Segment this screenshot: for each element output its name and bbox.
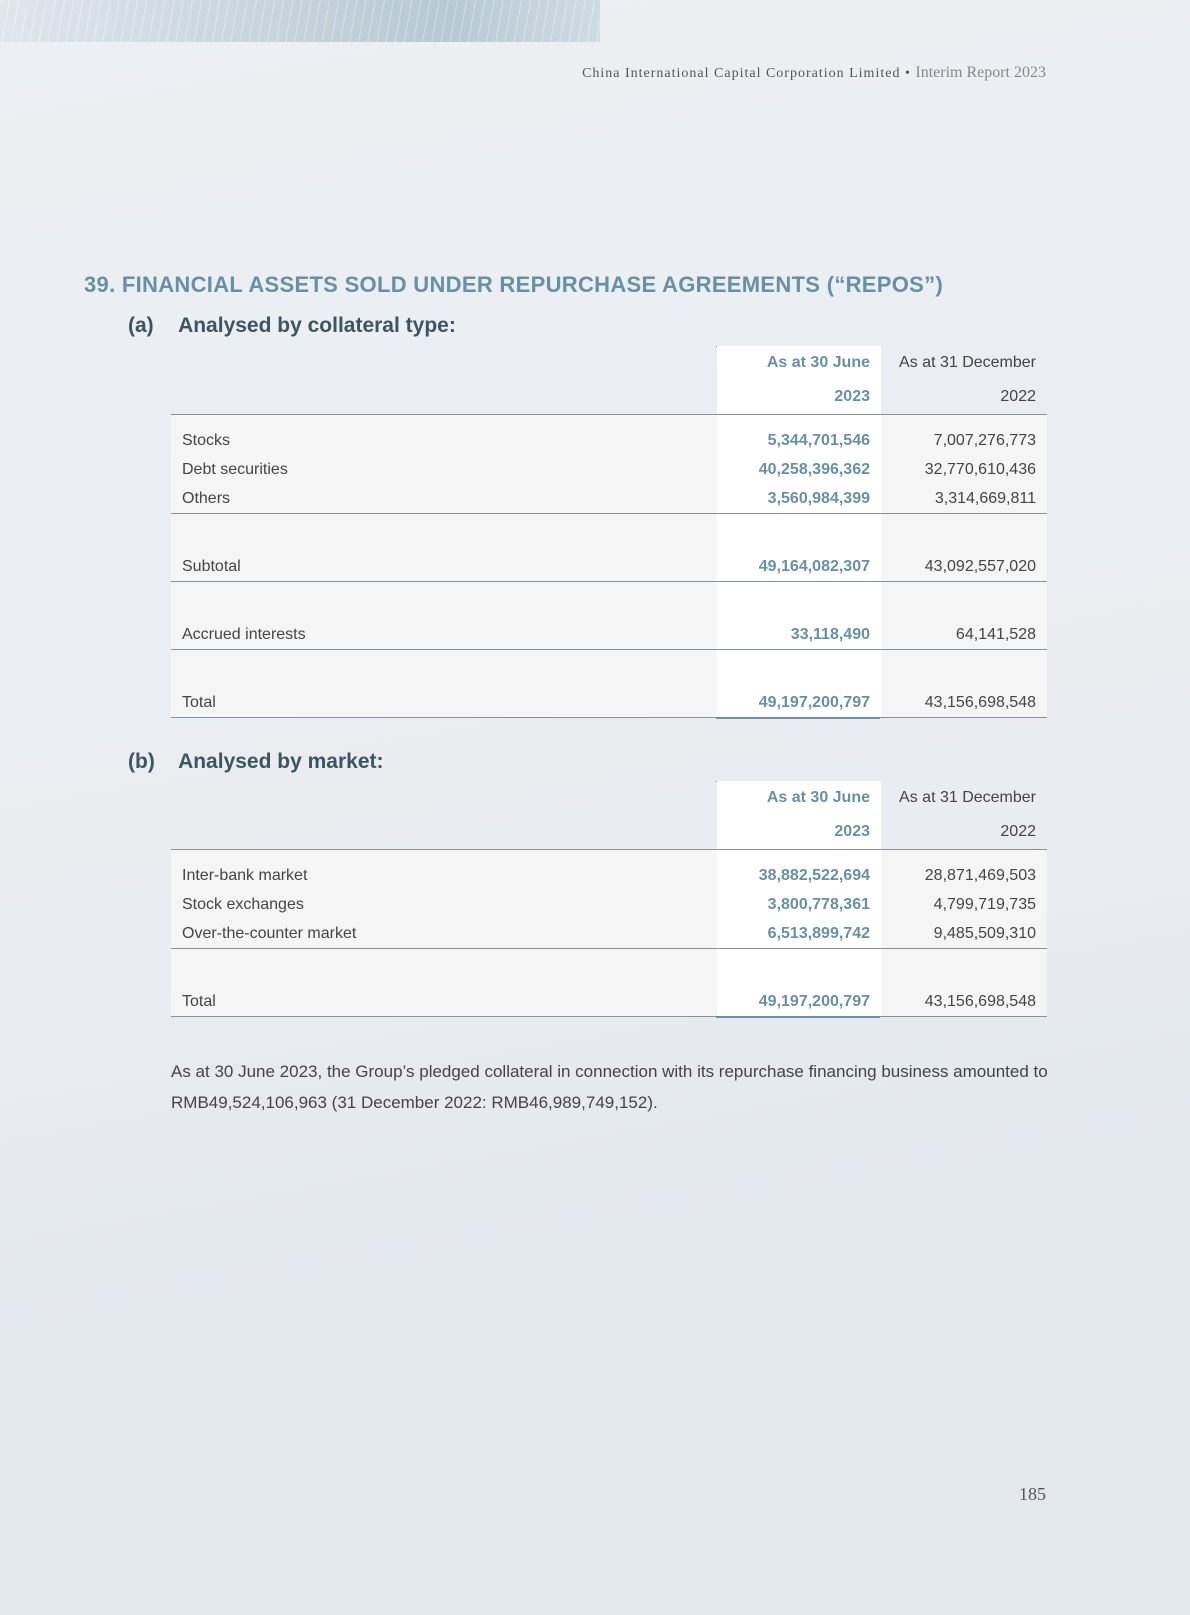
subsection-label: (a) — [128, 314, 154, 337]
value-2023: 49,197,200,797 — [717, 688, 881, 717]
col-header-2022-year: 2022 — [1000, 388, 1036, 405]
row-label: Stock exchanges — [182, 895, 304, 913]
collateral-note: As at 30 June 2023, the Group’s pledged collateral in connection with its repurchase financing business amounted to RMB49,524,106,963 (31 December 2022: RMB46,989,749,152). — [171, 1062, 1048, 1112]
col-header-2023-year: 2023 — [717, 815, 881, 849]
separator: • — [904, 66, 911, 81]
report-name: Interim Report 2023 — [915, 64, 1046, 81]
table-row — [171, 890, 1047, 919]
col-header-2023: As at 30 June — [717, 781, 881, 815]
subsection-a-heading — [128, 314, 456, 338]
decorative-banner — [0, 0, 600, 42]
col-header-2023: As at 30 June — [717, 346, 881, 380]
value-2022: 7,007,276,773 — [933, 431, 1036, 449]
value-2022: 4,799,719,735 — [933, 895, 1036, 913]
value-2023: 33,118,490 — [717, 620, 881, 649]
subsection-b-heading — [128, 750, 383, 774]
row-label: Others — [182, 489, 231, 507]
row-label: Over-the-counter market — [182, 924, 357, 942]
market-table — [171, 781, 1047, 1017]
table-row — [171, 455, 1047, 484]
value-2022: 64,141,528 — [955, 625, 1036, 643]
total-row — [171, 688, 1047, 718]
table-row — [171, 484, 1047, 514]
collateral-type-table — [171, 346, 1047, 718]
row-label: Total — [182, 693, 216, 711]
section-title: 39. FINANCIAL ASSETS SOLD UNDER REPURCHASE AGREEMENTS (“REPOS”) — [84, 272, 944, 297]
value-2023: 38,882,522,694 — [717, 861, 881, 890]
value-2022: 3,314,669,811 — [934, 489, 1036, 507]
value-2022: 9,485,509,310 — [933, 924, 1036, 942]
subtotal-row — [171, 552, 1047, 582]
table-row — [171, 861, 1047, 890]
col-header-2023-year: 2023 — [717, 380, 881, 414]
col-header-2022: As at 31 December — [899, 789, 1036, 806]
value-2023: 49,197,200,797 — [717, 987, 881, 1016]
subsection-label: (b) — [128, 750, 155, 773]
row-label: Accrued interests — [182, 625, 306, 643]
subsection-title: Analysed by market: — [178, 750, 384, 773]
value-2023: 40,258,396,362 — [717, 455, 881, 484]
company-name: China International Capital Corporation Limited — [582, 66, 901, 81]
value-2022: 43,156,698,548 — [924, 693, 1036, 711]
row-label: Inter-bank market — [182, 866, 308, 884]
row-label: Total — [182, 992, 216, 1010]
value-2023: 5,344,701,546 — [717, 426, 881, 455]
value-2022: 43,092,557,020 — [924, 557, 1036, 575]
subsection-title: Analysed by collateral type: — [178, 314, 456, 337]
page-number: 185 — [1019, 1484, 1046, 1504]
total-row — [171, 987, 1047, 1017]
value-2023: 6,513,899,742 — [717, 919, 881, 948]
value-2023: 3,560,984,399 — [717, 484, 881, 513]
running-header — [582, 64, 1046, 82]
value-2022: 43,156,698,548 — [924, 992, 1036, 1010]
table-row — [171, 919, 1047, 949]
row-label: Subtotal — [182, 557, 241, 575]
value-2022: 28,871,469,503 — [924, 866, 1036, 884]
table-header — [171, 781, 1047, 850]
table-row — [171, 426, 1047, 455]
col-header-2022: As at 31 December — [899, 354, 1036, 371]
col-header-2022-year: 2022 — [1000, 823, 1036, 840]
value-2023: 49,164,082,307 — [717, 552, 881, 581]
table-header — [171, 346, 1047, 415]
accrued-interests-row — [171, 620, 1047, 650]
value-2023: 3,800,778,361 — [717, 890, 881, 919]
row-label: Stocks — [182, 431, 231, 449]
row-label: Debt securities — [182, 460, 288, 478]
value-2022: 32,770,610,436 — [924, 460, 1036, 478]
